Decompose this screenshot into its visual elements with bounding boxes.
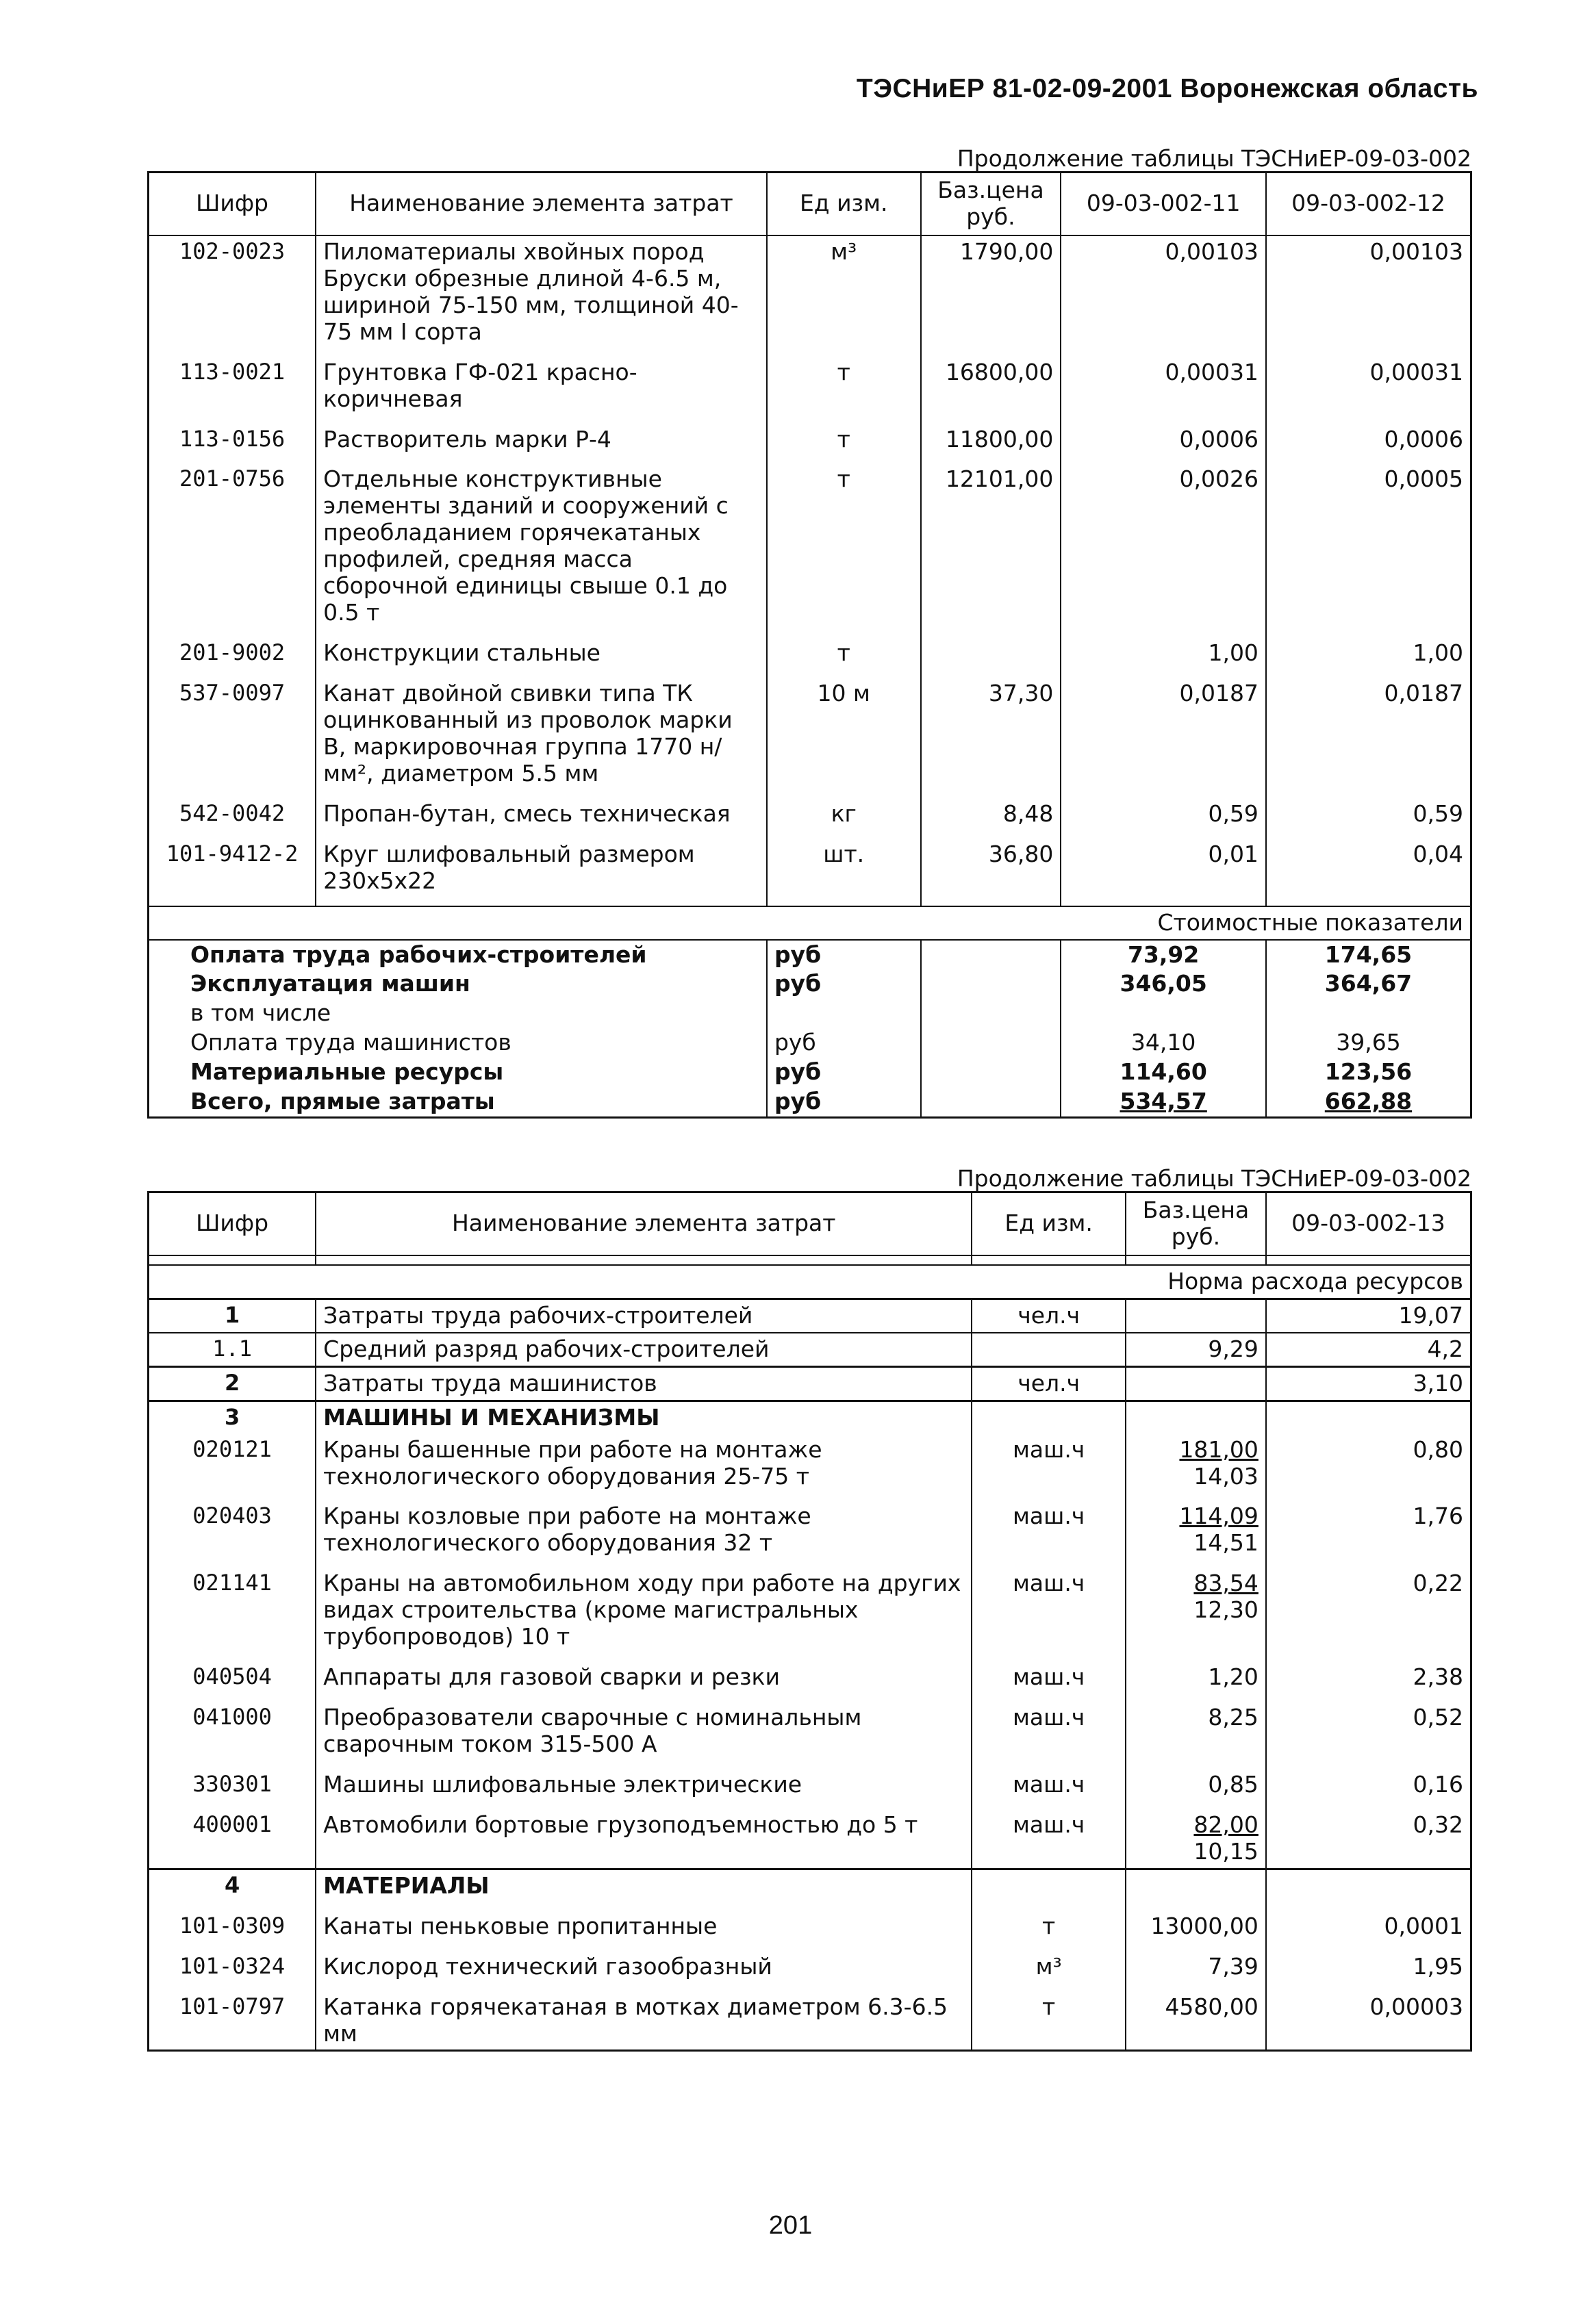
spacer-row xyxy=(149,897,1471,906)
summary-value-12 xyxy=(1266,999,1471,1028)
spacer-cell xyxy=(316,1255,972,1265)
summary-label: Оплата труда машинистов xyxy=(149,1028,767,1058)
cell-value-12: 0,59 xyxy=(1266,790,1471,830)
table-row xyxy=(149,1653,1471,1694)
cell-unit: м³ xyxy=(767,235,921,348)
price-machinist-value: 14,03 xyxy=(1193,1462,1259,1490)
cell-unit: чел.ч xyxy=(972,1299,1126,1332)
cell-name: Краны башенные при работе на монтаже технологического оборудования 25-75 т xyxy=(316,1434,972,1493)
cell-price xyxy=(1126,1902,1266,1943)
table-header-row xyxy=(149,1192,1471,1255)
col-header-v1: 09-03-002-13 xyxy=(1266,1192,1471,1255)
cell-name: Краны на автомобильном ходу при работе на других видах строительства (кроме магистральных трубопроводов) 10 т xyxy=(316,1559,972,1653)
price-value: 83,54 xyxy=(1193,1570,1259,1597)
norm-caption: Норма расхода ресурсов xyxy=(149,1265,1471,1299)
cell-unit: маш.ч xyxy=(972,1434,1126,1493)
table-row xyxy=(149,1902,1471,1943)
table-row xyxy=(149,1761,1471,1801)
cell-price xyxy=(1126,1694,1266,1761)
cell-value-12: 1,00 xyxy=(1266,629,1471,669)
summary-row xyxy=(149,1087,1471,1117)
summary-value-11: 346,05 xyxy=(1061,969,1266,999)
table-row xyxy=(149,669,1471,790)
cell-name: Круг шлифовальный размером 230х5х22 xyxy=(316,830,767,897)
cell-unit: 10 м xyxy=(767,669,921,790)
cell-price: 37,30 xyxy=(921,669,1061,790)
table-row xyxy=(149,1333,1471,1366)
price-machinist-value: 10,15 xyxy=(1193,1837,1259,1865)
resource-table-13 xyxy=(147,1191,1472,2052)
cell-code: 330301 xyxy=(149,1761,316,1801)
cell-code: 020403 xyxy=(149,1492,316,1559)
cell-unit: т xyxy=(767,629,921,669)
cell-value-13: 1,76 xyxy=(1266,1492,1471,1559)
cell-unit: маш.ч xyxy=(972,1559,1126,1653)
cell-code: 021141 xyxy=(149,1559,316,1653)
cell-unit: маш.ч xyxy=(972,1653,1126,1694)
cell-price: 11800,00 xyxy=(921,416,1061,456)
cell-price: 16800,00 xyxy=(921,348,1061,416)
col-header-v1: 09-03-002-11 xyxy=(1061,173,1266,235)
summary-value-11: 534,57 xyxy=(1061,1087,1266,1117)
price-value: 13000,00 xyxy=(1150,1912,1259,1939)
cell-name: Автомобили бортовые грузоподъемностью до 5 т xyxy=(316,1801,972,1869)
summary-row xyxy=(149,940,1471,970)
summary-value-12: 39,65 xyxy=(1266,1028,1471,1058)
summary-value-11: 73,92 xyxy=(1061,940,1266,970)
spacer-cell xyxy=(1266,1255,1471,1265)
table-row xyxy=(149,1801,1471,1869)
norm-caption-row xyxy=(149,1265,1471,1299)
cell-code: 3 xyxy=(149,1401,316,1433)
cell-code: 400001 xyxy=(149,1801,316,1869)
table2-continuation-label: Продолжение таблицы ТЭСНиЕР-09-03-002 xyxy=(957,1165,1471,1192)
cell-name: Пропан-бутан, смесь техническая xyxy=(316,790,767,830)
cell-unit: маш.ч xyxy=(972,1694,1126,1761)
spacer-cell xyxy=(316,897,767,906)
cell-code: 113-0156 xyxy=(149,416,316,456)
cell-code: 542-0042 xyxy=(149,790,316,830)
cell-unit: маш.ч xyxy=(972,1801,1126,1869)
cell-value-13: 0,0001 xyxy=(1266,1902,1471,1943)
cell-unit: т xyxy=(972,1902,1126,1943)
col-header-name: Наименование элемента затрат xyxy=(316,1192,972,1255)
cell-code: 101-0797 xyxy=(149,1983,316,2051)
cell-price xyxy=(1126,1333,1266,1366)
cell-code: 1 xyxy=(149,1299,316,1332)
price-machinist-value: 14,51 xyxy=(1193,1529,1259,1557)
cell-price xyxy=(1126,1401,1266,1433)
summary-label: Эксплуатация машин xyxy=(149,969,767,999)
table-row xyxy=(149,1943,1471,1983)
col-header-code: Шифр xyxy=(149,173,316,235)
cell-price xyxy=(1126,1653,1266,1694)
summary-price xyxy=(921,969,1061,999)
table-row xyxy=(149,1694,1471,1761)
spacer-cell xyxy=(972,1255,1126,1265)
cell-unit xyxy=(972,1401,1126,1433)
summary-unit: руб xyxy=(767,1028,921,1058)
cell-unit xyxy=(972,1333,1126,1366)
cell-name: Затраты труда машинистов xyxy=(316,1366,972,1401)
table-row xyxy=(149,235,1471,348)
cell-price xyxy=(1126,1492,1266,1559)
cell-price: 12101,00 xyxy=(921,455,1061,629)
cell-value-13: 0,00003 xyxy=(1266,1983,1471,2051)
table-row xyxy=(149,1559,1471,1653)
page-number: 201 xyxy=(768,2211,813,2240)
cell-name: Канаты пеньковые пропитанные xyxy=(316,1902,972,1943)
cell-price: 8,48 xyxy=(921,790,1061,830)
price-value: 4580,00 xyxy=(1165,1993,1259,2020)
cell-value-11: 0,00103 xyxy=(1061,235,1266,348)
summary-label: Всего, прямые затраты xyxy=(149,1087,767,1117)
cell-name: Кислород технический газообразный xyxy=(316,1943,972,1983)
price-value: 0,85 xyxy=(1208,1770,1259,1798)
cell-name: Преобразователи сварочные с номинальным сварочным током 315-500 А xyxy=(316,1694,972,1761)
price-value: 9,29 xyxy=(1208,1335,1259,1362)
summary-unit xyxy=(767,999,921,1028)
table-row xyxy=(149,1869,1471,1902)
cell-value-11: 0,0006 xyxy=(1061,416,1266,456)
table-row xyxy=(149,1983,1471,2051)
table-row xyxy=(149,455,1471,629)
cell-value-12: 0,00031 xyxy=(1266,348,1471,416)
cell-price xyxy=(921,629,1061,669)
cost-caption: Стоимостные показатели xyxy=(149,906,1471,940)
cell-name: Затраты труда рабочих-строителей xyxy=(316,1299,972,1332)
cell-name: Конструкции стальные xyxy=(316,629,767,669)
table-row xyxy=(149,629,1471,669)
cell-value-13: 0,80 xyxy=(1266,1434,1471,1493)
table1-continuation-label: Продолжение таблицы ТЭСНиЕР-09-03-002 xyxy=(957,145,1471,172)
cell-value-11: 0,01 xyxy=(1061,830,1266,897)
cell-value-11: 0,00031 xyxy=(1061,348,1266,416)
cost-table-11-12 xyxy=(147,171,1472,1119)
cell-name: Канат двойной свивки типа ТК оцинкованный из проволок марки В, маркировочная группа 1770 н/мм², диаметром 5.5 мм xyxy=(316,669,767,790)
cell-value-12: 0,04 xyxy=(1266,830,1471,897)
cell-name: Машины шлифовальные электрические xyxy=(316,1761,972,1801)
price-value: 82,00 xyxy=(1193,1811,1259,1838)
spacer-cell xyxy=(767,897,921,906)
cell-name: Средний разряд рабочих-строителей xyxy=(316,1333,972,1366)
cell-price xyxy=(1126,1869,1266,1902)
col-header-price: Баз.цена руб. xyxy=(1126,1192,1266,1255)
cell-name: Аппараты для газовой сварки и резки xyxy=(316,1653,972,1694)
table-row xyxy=(149,1401,1471,1433)
cell-price xyxy=(1126,1983,1266,2051)
cell-value-11: 0,0026 xyxy=(1061,455,1266,629)
cell-unit: т xyxy=(767,455,921,629)
summary-row xyxy=(149,999,1471,1028)
cell-code: 040504 xyxy=(149,1653,316,1694)
cell-value-13 xyxy=(1266,1401,1471,1433)
spacer-cell xyxy=(1126,1255,1266,1265)
summary-value-11: 34,10 xyxy=(1061,1028,1266,1058)
summary-value-12: 364,67 xyxy=(1266,969,1471,999)
cell-name: Растворитель марки Р-4 xyxy=(316,416,767,456)
cell-price xyxy=(1126,1434,1266,1493)
price-value: 7,39 xyxy=(1208,1952,1259,1980)
cell-price xyxy=(1126,1366,1266,1401)
cell-unit: т xyxy=(972,1983,1126,2051)
summary-label: Материальные ресурсы xyxy=(149,1058,767,1087)
cell-name: Пиломатериалы хвойных пород Бруски обрезные длиной 4-6.5 м, шириной 75-150 мм, толщиной 40-75 мм I сорта xyxy=(316,235,767,348)
cell-unit: чел.ч xyxy=(972,1366,1126,1401)
price-value: 1,20 xyxy=(1208,1663,1259,1691)
summary-value-11 xyxy=(1061,999,1266,1028)
cell-value-13 xyxy=(1266,1869,1471,1902)
price-value: 114,09 xyxy=(1179,1503,1259,1530)
summary-row xyxy=(149,1028,1471,1058)
cell-value-13: 0,52 xyxy=(1266,1694,1471,1761)
summary-label: Оплата труда рабочих-строителей xyxy=(149,940,767,970)
cell-value-11: 0,59 xyxy=(1061,790,1266,830)
table-row xyxy=(149,416,1471,456)
cell-price xyxy=(1126,1299,1266,1332)
summary-value-11: 114,60 xyxy=(1061,1058,1266,1087)
cell-code: 537-0097 xyxy=(149,669,316,790)
summary-price xyxy=(921,1028,1061,1058)
summary-row xyxy=(149,1058,1471,1087)
cell-price: 36,80 xyxy=(921,830,1061,897)
cell-unit xyxy=(972,1869,1126,1902)
summary-price xyxy=(921,1087,1061,1117)
cell-value-13: 4,2 xyxy=(1266,1333,1471,1366)
col-header-price: Баз.цена руб. xyxy=(921,173,1061,235)
cell-unit: т xyxy=(767,348,921,416)
cell-code: 1.1 xyxy=(149,1333,316,1366)
cell-value-13: 1,95 xyxy=(1266,1943,1471,1983)
cell-price xyxy=(1126,1943,1266,1983)
summary-unit: руб xyxy=(767,1087,921,1117)
summary-price xyxy=(921,999,1061,1028)
cell-value-12: 0,00103 xyxy=(1266,235,1471,348)
cell-code: 101-0324 xyxy=(149,1943,316,1983)
summary-value-12: 123,56 xyxy=(1266,1058,1471,1087)
cell-name: Грунтовка ГФ-021 красно-коричневая xyxy=(316,348,767,416)
col-header-unit: Ед изм. xyxy=(972,1192,1126,1255)
cell-code: 201-9002 xyxy=(149,629,316,669)
cell-value-13: 0,32 xyxy=(1266,1801,1471,1869)
table2-body xyxy=(149,1255,1471,2051)
table-row xyxy=(149,1434,1471,1493)
cell-value-12: 0,0006 xyxy=(1266,416,1471,456)
summary-unit: руб xyxy=(767,969,921,999)
cell-value-11: 1,00 xyxy=(1061,629,1266,669)
cell-price: 1790,00 xyxy=(921,235,1061,348)
cell-value-13: 3,10 xyxy=(1266,1366,1471,1401)
table-row xyxy=(149,1492,1471,1559)
summary-unit: руб xyxy=(767,940,921,970)
cell-value-12: 0,0005 xyxy=(1266,455,1471,629)
summary-row xyxy=(149,969,1471,999)
spacer-cell xyxy=(921,897,1061,906)
cell-name: МАШИНЫ И МЕХАНИЗМЫ xyxy=(316,1401,972,1433)
table-row xyxy=(149,1366,1471,1401)
table-header-row xyxy=(149,173,1471,235)
col-header-name: Наименование элемента затрат xyxy=(316,173,767,235)
spacer-cell xyxy=(1266,897,1471,906)
cell-value-13: 0,22 xyxy=(1266,1559,1471,1653)
cell-code: 101-9412-2 xyxy=(149,830,316,897)
col-header-code: Шифр xyxy=(149,1192,316,1255)
cell-name: Катанка горячекатаная в мотках диаметром 6.3-6.5 мм xyxy=(316,1983,972,2051)
cell-value-13: 0,16 xyxy=(1266,1761,1471,1801)
table1-body xyxy=(149,235,1471,1118)
cell-price xyxy=(1126,1801,1266,1869)
cell-code: 020121 xyxy=(149,1434,316,1493)
spacer-row xyxy=(149,1255,1471,1265)
cell-name: МАТЕРИАЛЫ xyxy=(316,1869,972,1902)
summary-value-12: 174,65 xyxy=(1266,940,1471,970)
col-header-v2: 09-03-002-12 xyxy=(1266,173,1471,235)
cell-value-13: 2,38 xyxy=(1266,1653,1471,1694)
cell-code: 041000 xyxy=(149,1694,316,1761)
spacer-cell xyxy=(1061,897,1266,906)
cell-code: 201-0756 xyxy=(149,455,316,629)
cell-value-13: 19,07 xyxy=(1266,1299,1471,1332)
cell-value-11: 0,0187 xyxy=(1061,669,1266,790)
price-value: 181,00 xyxy=(1179,1435,1259,1463)
table-row xyxy=(149,830,1471,897)
cell-unit: м³ xyxy=(972,1943,1126,1983)
spacer-cell xyxy=(149,1255,316,1265)
cell-code: 2 xyxy=(149,1366,316,1401)
cell-name: Краны козловые при работе на монтаже технологического оборудования 32 т xyxy=(316,1492,972,1559)
summary-price xyxy=(921,1058,1061,1087)
cost-caption-row xyxy=(149,906,1471,940)
cell-unit: т xyxy=(767,416,921,456)
page-header-title: ТЭСНиЕР 81-02-09-2001 Воронежская область xyxy=(856,74,1478,103)
cell-unit: маш.ч xyxy=(972,1761,1126,1801)
cell-price xyxy=(1126,1559,1266,1653)
price-value: 8,25 xyxy=(1208,1704,1259,1731)
spacer-cell xyxy=(149,897,316,906)
summary-value-12: 662,88 xyxy=(1266,1087,1471,1117)
cell-name: Отдельные конструктивные элементы зданий и сооружений с преобладанием горячекатаных профилей, средняя масса сборочной единицы свыше 0.1 до 0.5 т xyxy=(316,455,767,629)
cell-code: 101-0309 xyxy=(149,1902,316,1943)
price-machinist-value: 12,30 xyxy=(1193,1596,1259,1624)
cell-code: 102-0023 xyxy=(149,235,316,348)
cell-price xyxy=(1126,1761,1266,1801)
cell-unit: маш.ч xyxy=(972,1492,1126,1559)
summary-unit: руб xyxy=(767,1058,921,1087)
col-header-unit: Ед изм. xyxy=(767,173,921,235)
cell-code: 113-0021 xyxy=(149,348,316,416)
summary-price xyxy=(921,940,1061,970)
table-row xyxy=(149,348,1471,416)
cell-code: 4 xyxy=(149,1869,316,1902)
cell-unit: кг xyxy=(767,790,921,830)
table-row xyxy=(149,1299,1471,1332)
cell-unit: шт. xyxy=(767,830,921,897)
summary-label: в том числе xyxy=(149,999,767,1028)
table-row xyxy=(149,790,1471,830)
cell-value-12: 0,0187 xyxy=(1266,669,1471,790)
